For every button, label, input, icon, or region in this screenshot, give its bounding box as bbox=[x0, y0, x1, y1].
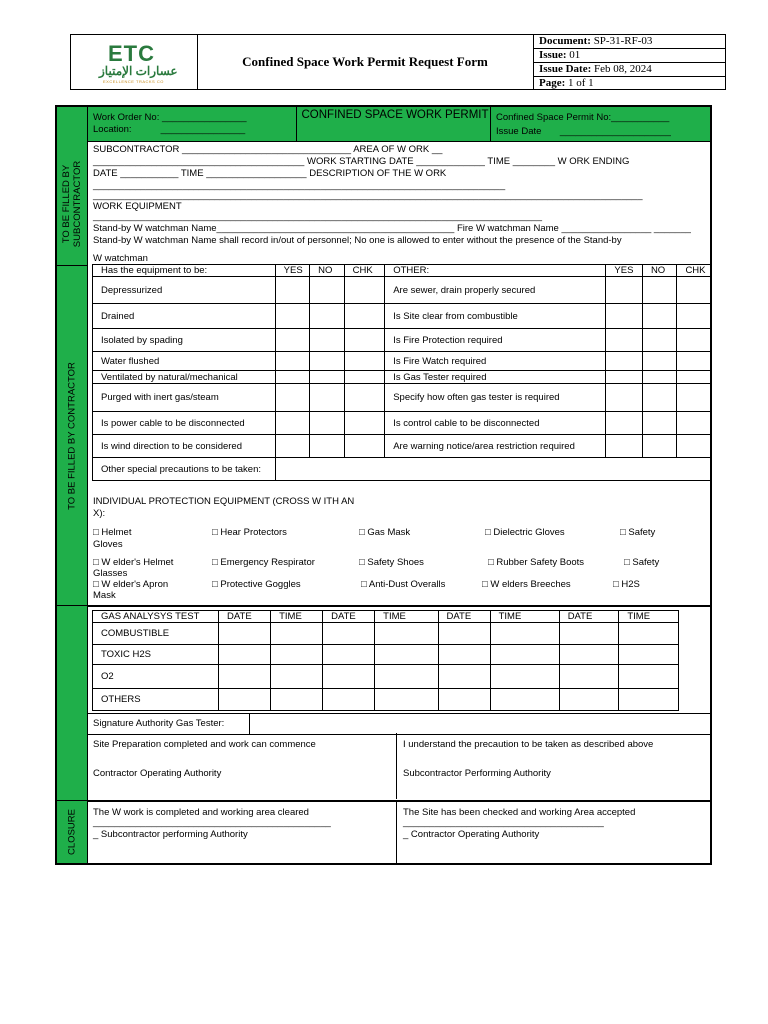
work-order-label: Work Order No: ________________ bbox=[93, 112, 247, 123]
standby-line-1: Stand-by W watchman Name_____________________________________________ Fire W watchman Name _________________ _______ bbox=[93, 223, 691, 234]
authority-row bbox=[88, 733, 710, 799]
side-bar-closure bbox=[57, 800, 88, 863]
closure-row bbox=[88, 802, 710, 863]
page-value: 1 of 1 bbox=[568, 77, 594, 89]
ppe-safety-shoes[interactable]: □ Safety Shoes bbox=[359, 557, 424, 568]
ppe-helmet[interactable]: □ Helmet bbox=[93, 527, 132, 538]
side-bar-subcontractor bbox=[57, 143, 88, 265]
subcontractor-line-4: ______________________________________________________________________________ bbox=[93, 180, 506, 191]
issue-date-field: Issue Date _____________________ bbox=[496, 126, 671, 137]
ppe-h2s-mask[interactable]: □ H2S bbox=[613, 579, 640, 590]
issue-date-label: Issue Date: bbox=[539, 63, 592, 75]
permit-bar bbox=[88, 107, 710, 142]
issue-label: Issue: bbox=[539, 49, 567, 61]
ppe-mask-wrap: Mask bbox=[93, 590, 116, 601]
ppe-gas-mask[interactable]: □ Gas Mask bbox=[359, 527, 411, 538]
ppe-rubber-safety-boots[interactable]: □ Rubber Safety Boots bbox=[488, 557, 585, 568]
checklist-chk-header: CHK bbox=[344, 265, 385, 277]
permit-form bbox=[55, 105, 712, 865]
ppe-gloves-wrap: Gloves bbox=[93, 539, 123, 550]
gas-tester-signature-row bbox=[88, 713, 710, 735]
issue-date-value: Feb 08, 2024 bbox=[594, 63, 652, 75]
form-title: Confined Space Work Permit Request Form bbox=[197, 35, 534, 89]
work-completed-text: The W work is completed and working area cleared bbox=[93, 807, 309, 818]
table-row: Ventilated by natural/mechanical Is Gas Tester required bbox=[93, 371, 712, 384]
closure-contractor-authority: _ Contractor Operating Authority bbox=[403, 829, 540, 840]
side-bar-contractor bbox=[57, 265, 88, 605]
subcontractor-performing-authority: Subcontractor Performing Authority bbox=[403, 768, 551, 779]
ppe-heading-2: X): bbox=[93, 508, 106, 519]
work-equipment-label: WORK EQUIPMENT bbox=[93, 201, 182, 212]
special-precautions-field[interactable] bbox=[275, 458, 711, 481]
table-row: OTHERS bbox=[93, 689, 679, 711]
special-precautions-label: Other special precautions to be taken: bbox=[93, 458, 276, 481]
closure-subcontractor-authority: _ Subcontractor performing Authority bbox=[93, 829, 248, 840]
table-row: Purged with inert gas/steam Specify how often gas tester is required bbox=[93, 384, 712, 412]
checklist-right-header: OTHER: bbox=[385, 265, 606, 277]
side-label-subcontractor: TO BE FILLED BY SUBCONTRACTOR bbox=[61, 160, 83, 248]
subcontractor-line-3: DATE ___________ TIME ___________________ DESCRIPTION OF THE W ORK bbox=[93, 168, 447, 179]
table-row: TOXIC H2S bbox=[93, 645, 679, 665]
table-row bbox=[93, 458, 712, 481]
table-row: O2 bbox=[93, 665, 679, 689]
checklist-chk-header-2: CHK bbox=[677, 265, 712, 277]
precaution-understood-text: I understand the precaution to be taken as described above bbox=[403, 739, 654, 750]
ppe-dielectric-gloves[interactable]: □ Dielectric Gloves bbox=[485, 527, 565, 538]
table-row: COMBUSTIBLE bbox=[93, 623, 679, 645]
ppe-anti-dust-overalls[interactable]: □ Anti-Dust Overalls bbox=[361, 579, 446, 590]
document-label: Document: bbox=[539, 35, 591, 47]
checklist-no-header: NO bbox=[310, 265, 345, 277]
table-row: Is wind direction to be considered Are warning notice/area restriction required bbox=[93, 435, 712, 458]
ppe-hear-protectors[interactable]: □ Hear Protectors bbox=[212, 527, 287, 538]
subcontractor-line-5: ________________________________________________________________________________________________________ bbox=[93, 190, 643, 201]
logo-subtitle: EXCELLENCE TRACKS CO bbox=[103, 79, 164, 84]
standby-line-3: W watchman bbox=[93, 253, 148, 264]
ppe-heading: INDIVIDUAL PROTECTION EQUIPMENT (CROSS W ITH AN bbox=[93, 496, 355, 507]
document-info bbox=[533, 35, 725, 89]
checklist-yes-header-2: YES bbox=[606, 265, 643, 277]
ppe-safety-gloves[interactable]: □ Safety bbox=[620, 527, 656, 538]
permit-no-label: Confined Space Permit No:___________ bbox=[496, 112, 670, 123]
ppe-welders-apron[interactable]: □ W elder's Apron bbox=[93, 579, 169, 590]
standby-line-2: Stand-by W watchman Name shall record in/out of personnel; No one is allowed to enter without the presence of the Stand-by bbox=[93, 235, 622, 246]
table-row: Drained Is Site clear from combustible bbox=[93, 304, 712, 329]
table-row: Is power cable to be disconnected Is control cable to be disconnected bbox=[93, 412, 712, 435]
checklist-yes-header: YES bbox=[275, 265, 310, 277]
site-preparation-text: Site Preparation completed and work can commence bbox=[93, 739, 316, 750]
side-bar-gas bbox=[57, 605, 88, 800]
location-label: Location: ________________ bbox=[93, 124, 246, 135]
logo-arabic: عسارات الإمتياز bbox=[99, 64, 178, 78]
issue-value: 01 bbox=[569, 49, 581, 61]
table-row: Water flushed Is Fire Watch required bbox=[93, 352, 712, 371]
gas-tester-signature-label: Signature Authority Gas Tester: bbox=[93, 718, 225, 729]
logo-mark: ETC bbox=[108, 41, 155, 66]
ppe-protective-goggles[interactable]: □ Protective Goggles bbox=[212, 579, 301, 590]
subcontractor-line-2: ________________________________________ WORK STARTING DATE _____________ TIME ________ W ORK ENDING bbox=[93, 156, 630, 167]
table-row: Isolated by spading Is Fire Protection required bbox=[93, 329, 712, 352]
ppe-emergency-respirator[interactable]: □ Emergency Respirator bbox=[212, 557, 315, 568]
subcontractor-line-1: SUBCONTRACTOR ________________________________ AREA OF W ORK __ bbox=[93, 144, 443, 155]
site-checked-text: The Site has been checked and working Area accepted bbox=[403, 807, 636, 818]
page-label: Page: bbox=[539, 77, 566, 89]
permit-title: CONFINED SPACE WORK PERMIT bbox=[301, 109, 489, 121]
gas-header-test: GAS ANALYSYS TEST bbox=[93, 611, 219, 623]
side-label-contractor: TO BE FILLED BY CONTRACTOR bbox=[66, 361, 78, 510]
document-header bbox=[70, 34, 726, 90]
closure-right-signature-line: ______________________________________ bbox=[403, 817, 604, 828]
ppe-welders-breeches[interactable]: □ W elders Breeches bbox=[482, 579, 571, 590]
ppe-welders-helmet[interactable]: □ W elder's Helmet bbox=[93, 557, 174, 568]
subcontractor-line-6: _____________________________________________________________________________________ bbox=[93, 211, 543, 222]
gas-analysis-table: GAS ANALYSYS TEST DATE TIME DATE TIME DATE TIME DATE TIME COMBUSTIBLE TOXIC H2S O2 OTHERS bbox=[92, 610, 679, 711]
document-value: SP-31-RF-03 bbox=[593, 35, 653, 47]
closure-left-signature-line: _____________________________________________ bbox=[93, 817, 331, 828]
checklist-no-header-2: NO bbox=[642, 265, 677, 277]
side-label-closure: CLOSURE bbox=[66, 809, 78, 855]
side-bar-top bbox=[57, 107, 88, 143]
ppe-safety-glasses[interactable]: □ Safety bbox=[624, 557, 660, 568]
equipment-checklist bbox=[92, 264, 712, 481]
logo bbox=[71, 35, 198, 89]
checklist-left-header: Has the equipment to be: bbox=[93, 265, 276, 277]
contractor-operating-authority: Contractor Operating Authority bbox=[93, 768, 222, 779]
ppe-glasses-wrap: Glasses bbox=[93, 568, 128, 579]
table-row: Depressurized Are sewer, drain properly secured bbox=[93, 277, 712, 304]
